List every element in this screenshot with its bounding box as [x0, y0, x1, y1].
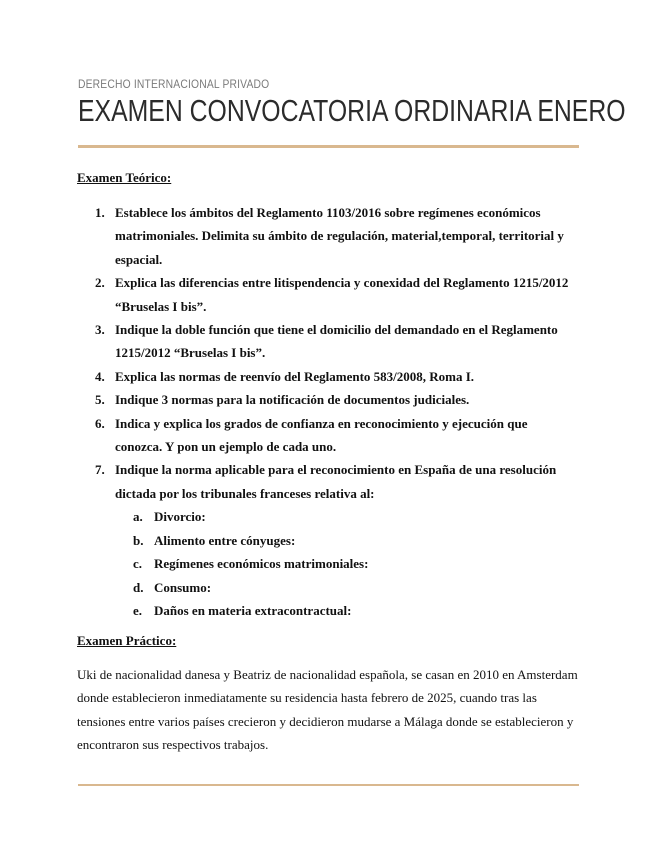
- question-number: 3.: [95, 322, 105, 338]
- question-number: 6.: [95, 415, 105, 431]
- question-text: Indique 3 normas para la notificación de documentos judiciales.: [115, 392, 470, 408]
- subitem: [115, 529, 577, 552]
- question-item: [77, 412, 577, 459]
- subitem: [115, 599, 577, 622]
- subitem-text: Divorcio:: [154, 509, 206, 525]
- question-item: [77, 271, 577, 318]
- question-number: 2.: [95, 275, 105, 291]
- subitem-letter: a.: [133, 509, 143, 525]
- question-number: 4.: [95, 368, 105, 384]
- subitem-letter: b.: [133, 532, 144, 548]
- question-7-subitems: [115, 505, 577, 622]
- document-title: EXAMEN CONVOCATORIA ORDINARIA ENERO: [78, 93, 626, 128]
- subitem-text: Regímenes económicos matrimoniales:: [154, 556, 369, 572]
- question-item: [77, 318, 577, 365]
- question-number: 5.: [95, 392, 105, 408]
- subitem-text: Daños en materia extracontractual:: [154, 602, 352, 618]
- theory-question-list: [77, 201, 577, 622]
- question-text: Explica las normas de reenvío del Reglamento 583/2008, Roma I.: [115, 368, 475, 384]
- subitem-letter: c.: [133, 556, 143, 572]
- subitem: [115, 552, 577, 575]
- question-item: [77, 201, 577, 271]
- subitem-text: Consumo:: [154, 579, 212, 595]
- subitem-text: Alimento entre cónyuges:: [154, 532, 296, 548]
- question-number: 1.: [95, 205, 105, 220]
- question-text: Explica las diferencias entre litispendencia y conexidad del Reglamento 1215/2012 “Bruselas I bis”.: [115, 275, 569, 314]
- question-text: Indica y explica los grados de confianza en reconocimiento y ejecución que conozca. Y pon un ejemplo de cada uno.: [115, 415, 528, 455]
- question-item: [77, 365, 577, 388]
- theory-heading: Examen Teórico:: [77, 170, 172, 185]
- question-text: Establece los ámbitos del Reglamento 1103/2016 sobre regímenes económicos matrimoniales. Delimita su ámbito de regulación, material,temporal, territorial y espacial.: [115, 205, 564, 267]
- document-subtitle: DERECHO INTERNACIONAL PRIVADO: [78, 77, 270, 91]
- question-item: [77, 388, 577, 411]
- subitem-letter: d.: [133, 579, 144, 595]
- question-item: [77, 458, 577, 622]
- footer-divider: [78, 784, 579, 786]
- question-number: 7.: [95, 462, 105, 478]
- question-text: Indique la norma aplicable para el reconocimiento en España de una resolución dictada por los tribunales franceses relativa al:: [115, 462, 557, 501]
- practice-case-paragraph: Uki de nacionalidad danesa y Beatriz de nacionalidad española, se casan en 2010 en Amsterdam donde establecieron inmediatamente su residencia hasta febrero de 2025, cuando tras las tensiones entre varios países crecieron y decidieron mudarse a Málaga donde se establecieron y encontraron sus respectivos trabajos.: [77, 667, 578, 753]
- subitem: [115, 576, 577, 599]
- title-divider: [78, 145, 579, 148]
- question-text: Indique la doble función que tiene el domicilio del demandado en el Reglamento 1215/2012 “Bruselas I bis”.: [115, 322, 558, 361]
- practice-heading: Examen Práctico:: [77, 633, 177, 648]
- subitem-letter: e.: [133, 602, 143, 618]
- subitem: [115, 505, 577, 528]
